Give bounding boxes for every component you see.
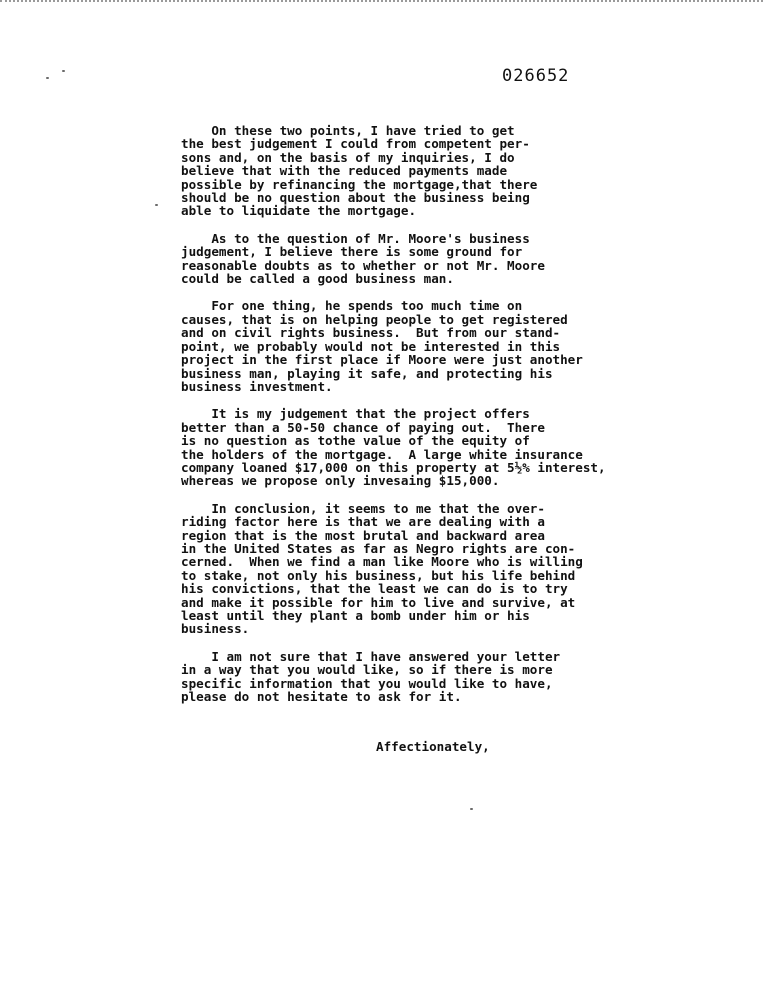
letter-closing: Affectionately,: [376, 739, 490, 754]
document-number: 026652: [502, 66, 570, 86]
paragraph-follow-up: I am not sure that I have answered your letter in a way that you would like, so if there is more specific information that you would like to have, please do not hesitate to ask for it.: [181, 648, 561, 705]
scan-speck: [62, 70, 65, 72]
scan-speck: [155, 204, 158, 206]
paragraph-business-judgement: As to the question of Mr. Moore's business judgement, I believe there is some ground for reasonable doubts as to whether or not Mr. Moore could be called a good business man.: [181, 230, 545, 287]
scan-edge-border: [0, 0, 763, 4]
scan-speck: [470, 808, 473, 810]
paragraph-causes: For one thing, he spends too much time on causes, that is on helping people to get registered and on civil rights business. But from our stand- point, we probably would not be interested in this project in the first place if Moore were just another business man, playing it safe, and protecting his business investment.: [181, 298, 583, 394]
letter-body: [181, 124, 631, 717]
scan-speck: [46, 77, 49, 79]
paragraph-mortgage-points: On these two points, I have tried to get the best judgement I could from competent per- sons and, on the basis of my inquiries, I do believe that with the reduced payments made possible by refinancing the mortgage,that there should be no question about the business being able to liquidate the mortgage.: [181, 123, 538, 219]
paragraph-project-odds: It is my judgement that the project offers better than a 50-50 chance of paying out. There is no question as tothe value of the equity of the holders of the mortgage. A large white insurance company loaned $17,000 on this property at 5½% interest, whereas we propose only invesaing $15,000.: [181, 406, 606, 489]
paragraph-conclusion: In conclusion, it seems to me that the over- riding factor here is that we are dealing with a region that is the most brutal and backward area in the United States as far as Negro rights are con- cerned. When we find a man like Moore who is willing to stake, not only his business, but his life behind his convictions, that the least we can do is to try and make it possible for him to live and survive, at least until they plant a bomb under him or his business.: [181, 500, 583, 637]
